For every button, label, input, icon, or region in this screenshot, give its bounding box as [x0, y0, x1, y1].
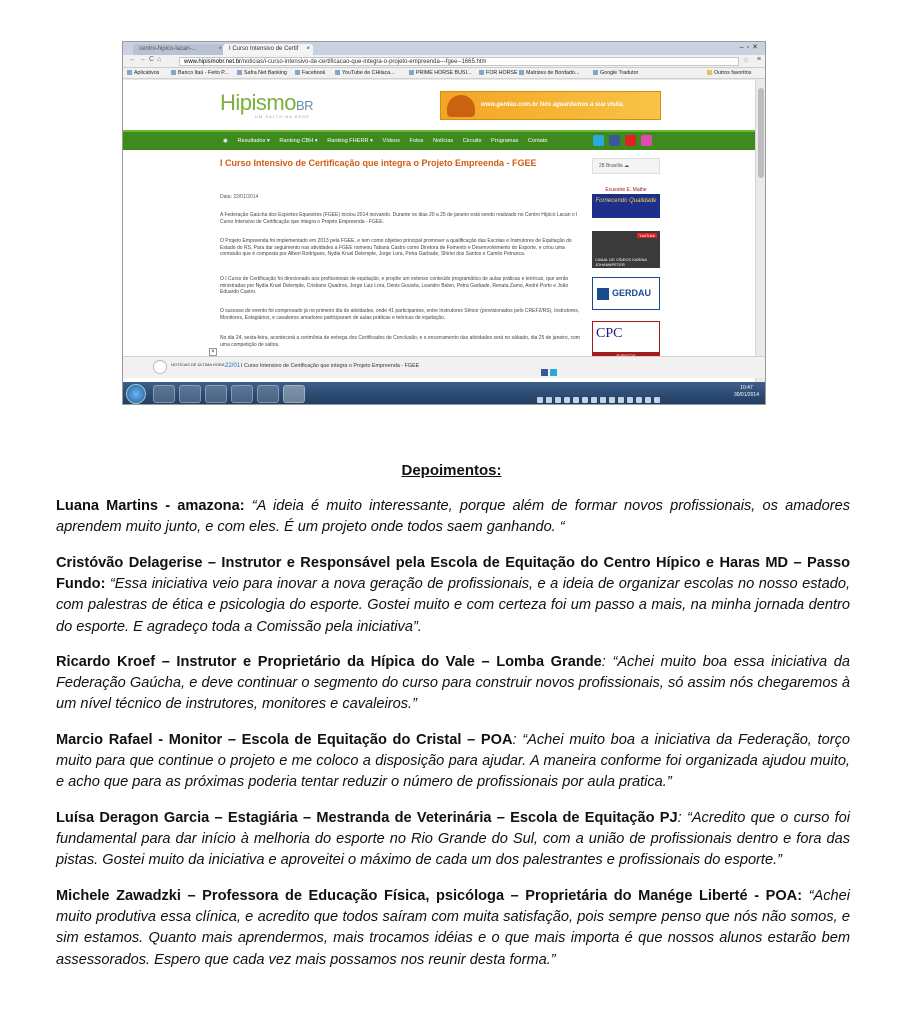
testimonial-author: Marcio Rafael - Monitor – Escola de Equitação do Cristal – POA: [56, 732, 513, 748]
nav-item[interactable]: Ranking CBH ▾: [279, 138, 318, 144]
article-paragraph: O sucesso do evento foi comprovado já no primeiro dia de atividades, onde 41 participantes, entre Instrutores Sênior (provisionados pelo CREF2/RS), Instrutores, Monitores, Estagiários, e cavaleiros amadores participaram de aulas práticas e teóricas de equitação.: [220, 308, 580, 321]
nav-item[interactable]: Contato: [527, 138, 548, 144]
logo-tagline: UM SALTO NA REDE: [255, 114, 310, 119]
ad-text: CANAL DE VÍDEOS KARINA JOHANNPETER: [595, 257, 647, 267]
banner-text: www.gerdau.com.br Nós aguardamos a sua visita.: [481, 102, 625, 108]
close-icon[interactable]: ×: [306, 46, 310, 52]
gerdau-banner-ad[interactable]: [440, 91, 661, 120]
navigation-buttons[interactable]: ←→C⌂: [129, 56, 165, 63]
tab-label: I Curso Intensivo de Certif: [229, 46, 299, 52]
weather-text: 28 Brasília: [599, 163, 623, 169]
cloud-icon: ☁: [624, 163, 630, 169]
testimonial-quote: “A ideia é muito interessante, porque além de formar novos profissionais, os amadores aprendem muito junto, e com eles. É um projeto onde todos saem ganhando. “: [56, 498, 850, 536]
system-tray-icons[interactable]: [537, 390, 687, 398]
ticker-date: 22/01: [225, 363, 241, 369]
nav-item[interactable]: Vídeos: [382, 138, 400, 144]
helmet-icon: [447, 95, 475, 117]
start-button[interactable]: [126, 384, 146, 404]
bookmark-item[interactable]: PRIME HORSE BUSI...: [409, 68, 471, 79]
bookmark-item[interactable]: FOR HORSE: [479, 68, 518, 79]
page-scrollbar[interactable]: [755, 80, 765, 388]
logo-suffix: BR: [295, 98, 314, 113]
bookmark-item[interactable]: Facebook: [295, 68, 325, 79]
youtube-icon[interactable]: [625, 135, 636, 146]
url-path: /noticias/i-curso-intensivo-de-certificacao-que-integra-o-projeto-empreenda---fgee--1665.htm: [241, 59, 487, 65]
address-bar-row: [123, 55, 765, 68]
window-controls[interactable]: –▫✕: [739, 44, 761, 51]
menu-icon[interactable]: ≡: [756, 56, 761, 63]
clock-date: 30/01/2014: [733, 392, 759, 398]
facebook-icon[interactable]: [609, 135, 620, 146]
gerdau-logo-icon: [597, 288, 609, 300]
page-heading: Depoimentos:: [401, 462, 502, 479]
news-ticker: [123, 356, 766, 378]
bookmarks-bar: [123, 68, 765, 79]
testimonial-quote: “Achei muito produtiva essa clínica, e acredito que todos saíram com muita satisfação, pois sempre penso que nós não somos, e sim estamos. Quanto mais aprendermos, mais trocamos idéias e o que mais importa é que nossos alunos estarão bem assessorados. Espero que cada vez mais possamos nos reunir desta forma.”: [56, 888, 850, 968]
ad-text: CPC: [596, 326, 623, 341]
app-icon[interactable]: [231, 385, 253, 403]
ticker-text[interactable]: I Curso Intensivo de Certificação que integra o Projeto Empreenda - FGEE: [241, 363, 420, 369]
cpc-eventos-ad[interactable]: [592, 321, 660, 361]
tab-bar: [123, 42, 765, 55]
ad-header: Ecuestre E. Mathe: [592, 186, 660, 194]
ticker-label: NOTÍCIAS DE ÚLTIMA HORA: [171, 362, 225, 367]
testimonial: [56, 652, 850, 716]
testimonial-quote: : “Achei muito boa a iniciativa da Federação, torço muito para que continue o projeto e me coloco a disposição para ajudar. A maneira conforme foi organizada ajudou muito, e acho que para as próximas poderia tentar reduzir o número de profissionais por aula pratica.”: [56, 732, 850, 791]
youtube-badge: YouTube: [639, 233, 655, 238]
folder-icon[interactable]: [205, 385, 227, 403]
tab-label: centro-hipico-lacan-...: [139, 46, 197, 52]
close-icon[interactable]: ×: [209, 348, 217, 356]
share-icons[interactable]: [541, 363, 563, 370]
testimonial: [56, 553, 850, 638]
article-paragraph: No dia 24, sexta-feira, acontecerá a cerimônia de entrega dos Certificados de Conclusão, e o encerramento das atividades será no sábado, dia 25 de janeiro, com uma competição de saltos.: [220, 335, 580, 348]
testimonial-quote: : “Acredito que o curso foi fundamental para dar início à melhoria do esporte no Rio Grande do Sul, com a união de profissionais dentro e fora das pistas. Gostei muito da iniciativa e aproveitei o máximo de cada um dos palestrantes e profissionais do esporte.”: [56, 810, 850, 869]
article-paragraph: O I Curso de Certificação foi direcionado aos profissionais de equitação, e propõe um extenso conteúdo programático de aulas práticas e teóricas, que serão ministradas por Nydia Kruel Delemple, Cristiano Quadros, Jorge Luiz Lora, Denis Gouvêa, Leandro Balen, Petra Garbade, Renata Zamo, André Porto e João Eduardo Castro.: [220, 276, 569, 296]
testimonial-author: Ricardo Kroef – Instrutor e Proprietário da Hípica do Vale – Lomba Grande: [56, 654, 602, 670]
article-title: I Curso Intensivo de Certificação que integra o Projeto Empreenda - FGEE: [220, 158, 537, 168]
bookmark-item[interactable]: Matrizes de Bordado...: [519, 68, 579, 79]
site-logo[interactable]: HipismoBR: [220, 90, 314, 115]
tab-curso-intensivo[interactable]: [223, 44, 313, 55]
media-player-icon[interactable]: [179, 385, 201, 403]
explorer-icon[interactable]: [153, 385, 175, 403]
nav-item[interactable]: Resultados ▾: [237, 138, 270, 144]
article-date: Data: 22/01/2014: [220, 194, 259, 200]
ticker-icon: [153, 360, 167, 374]
testimonial-author: Luana Martins - amazona:: [56, 498, 245, 514]
twitter-icon[interactable]: [593, 135, 604, 146]
youtube-channel-ad[interactable]: [592, 231, 660, 268]
close-icon[interactable]: ×: [218, 46, 222, 52]
testimonial: [56, 886, 850, 971]
url-input[interactable]: [179, 57, 739, 66]
nav-item[interactable]: Circuits: [462, 138, 482, 144]
testimonial-quote: “Essa iniciativa veio para inovar a nova geração de profissionais, e a ideia de organizar escolas no nosso estado, com palestras de ética e psicologia do esporte. Gostei muito e com certeza foi um passo a mais, na minha jornada dentro do esporte. E agradeço toda a Comissão pela iniciativa”.: [56, 576, 850, 635]
bookmark-item[interactable]: Banco Itaú - Feito P...: [171, 68, 229, 79]
nav-item[interactable]: Fotos: [409, 138, 424, 144]
ad-text: Fornecendo Qualidade: [595, 198, 657, 204]
testimonial-author: Michele Zawadzki – Professora de Educação Física, psicóloga – Proprietária do Manége Liberté - POA:: [56, 888, 803, 904]
ad-text: GERDAU: [612, 288, 652, 298]
nav-item[interactable]: Notícias: [433, 138, 454, 144]
testimonial-quote: : “Achei muito boa essa iniciativa da Federação Gaúcha, e deve continuar o segmento do curso para construir novos profissionais, só assim nós chegaremos à um nível técnico de instrutores, monitores e cavaleiros.”: [56, 654, 850, 713]
url-domain: www.hipismobr.net.br: [184, 59, 242, 65]
nav-items: [223, 132, 556, 150]
bookmark-item[interactable]: YouTube de CHilaca...: [335, 68, 395, 79]
bookmark-item[interactable]: Google Tradutor: [593, 68, 638, 79]
facebook-icon: [541, 369, 548, 376]
chrome-icon[interactable]: [283, 385, 305, 403]
clock[interactable]: [734, 385, 759, 399]
testimonial: [56, 808, 850, 872]
site-header: [123, 80, 757, 128]
bookmark-folder[interactable]: Outros favoritos: [707, 68, 751, 79]
bookmark-item[interactable]: Aplicativos: [127, 68, 159, 79]
page-viewport: [123, 80, 757, 388]
twitter-icon: [550, 369, 557, 376]
flickr-icon[interactable]: [641, 135, 652, 146]
clock-time: 10:47: [740, 385, 753, 391]
article-paragraph: A Federação Gaúcha dos Esportes Equestres (FGEE) iniciou 2014 inovando. Durante os dias 20 a 25 de janeiro está sendo realizado no Centro Hípico Lacan o I Curso Intensivo de Certificação que integra o Projeto Empreenda - FGEE.: [220, 212, 578, 225]
weather-widget: [592, 158, 660, 174]
testimonial-author: Cristóvão Delagerise – Instrutor e Responsável pela Escola de Equitação do Centro Hípico e Haras MD – Passo Fundo:: [56, 555, 850, 593]
scroll-thumb[interactable]: [758, 88, 764, 178]
bookmark-item[interactable]: Safra Net Banking: [237, 68, 287, 79]
testimonial: [56, 496, 850, 538]
mail-icon[interactable]: [257, 385, 279, 403]
home-icon[interactable]: ◉: [223, 138, 228, 144]
testimonial: [56, 730, 850, 794]
testimonial-author: Luísa Deragon Garcia – Estagiária – Mestranda de Veterinária – Escola de Equitação PJ: [56, 810, 678, 826]
browser-screenshot: [122, 41, 766, 405]
bookmark-star-icon[interactable]: ☆: [742, 57, 749, 64]
tab-centro-hipico[interactable]: [133, 44, 225, 55]
site-nav: [123, 130, 757, 150]
mathe-ad[interactable]: [592, 186, 660, 218]
windows-taskbar: [123, 382, 766, 405]
gerdau-sidebar-ad[interactable]: [592, 277, 660, 310]
article-paragraph: O Projeto Empreenda foi implementado em 2013 pela FGEE, e tem como objetivo principal promover a qualificação das Escolas e Instrutores de Equitação do Estado do RS. Para dar seguimento nas atividades a FGEE nomeou Tatiana Castro como Diretora de Fomento e Desenvolvimento do Esporte, e criou uma comissão que é composta por Alberi Rodrigues, Nydia Kruel Delemple, Jorge Lora, Petra Garbade, Shirlei dos Santos e Camilo Petranca.: [220, 238, 572, 258]
nav-item[interactable]: Ranking FHERR ▾: [327, 138, 373, 144]
nav-item[interactable]: Programas: [491, 138, 519, 144]
